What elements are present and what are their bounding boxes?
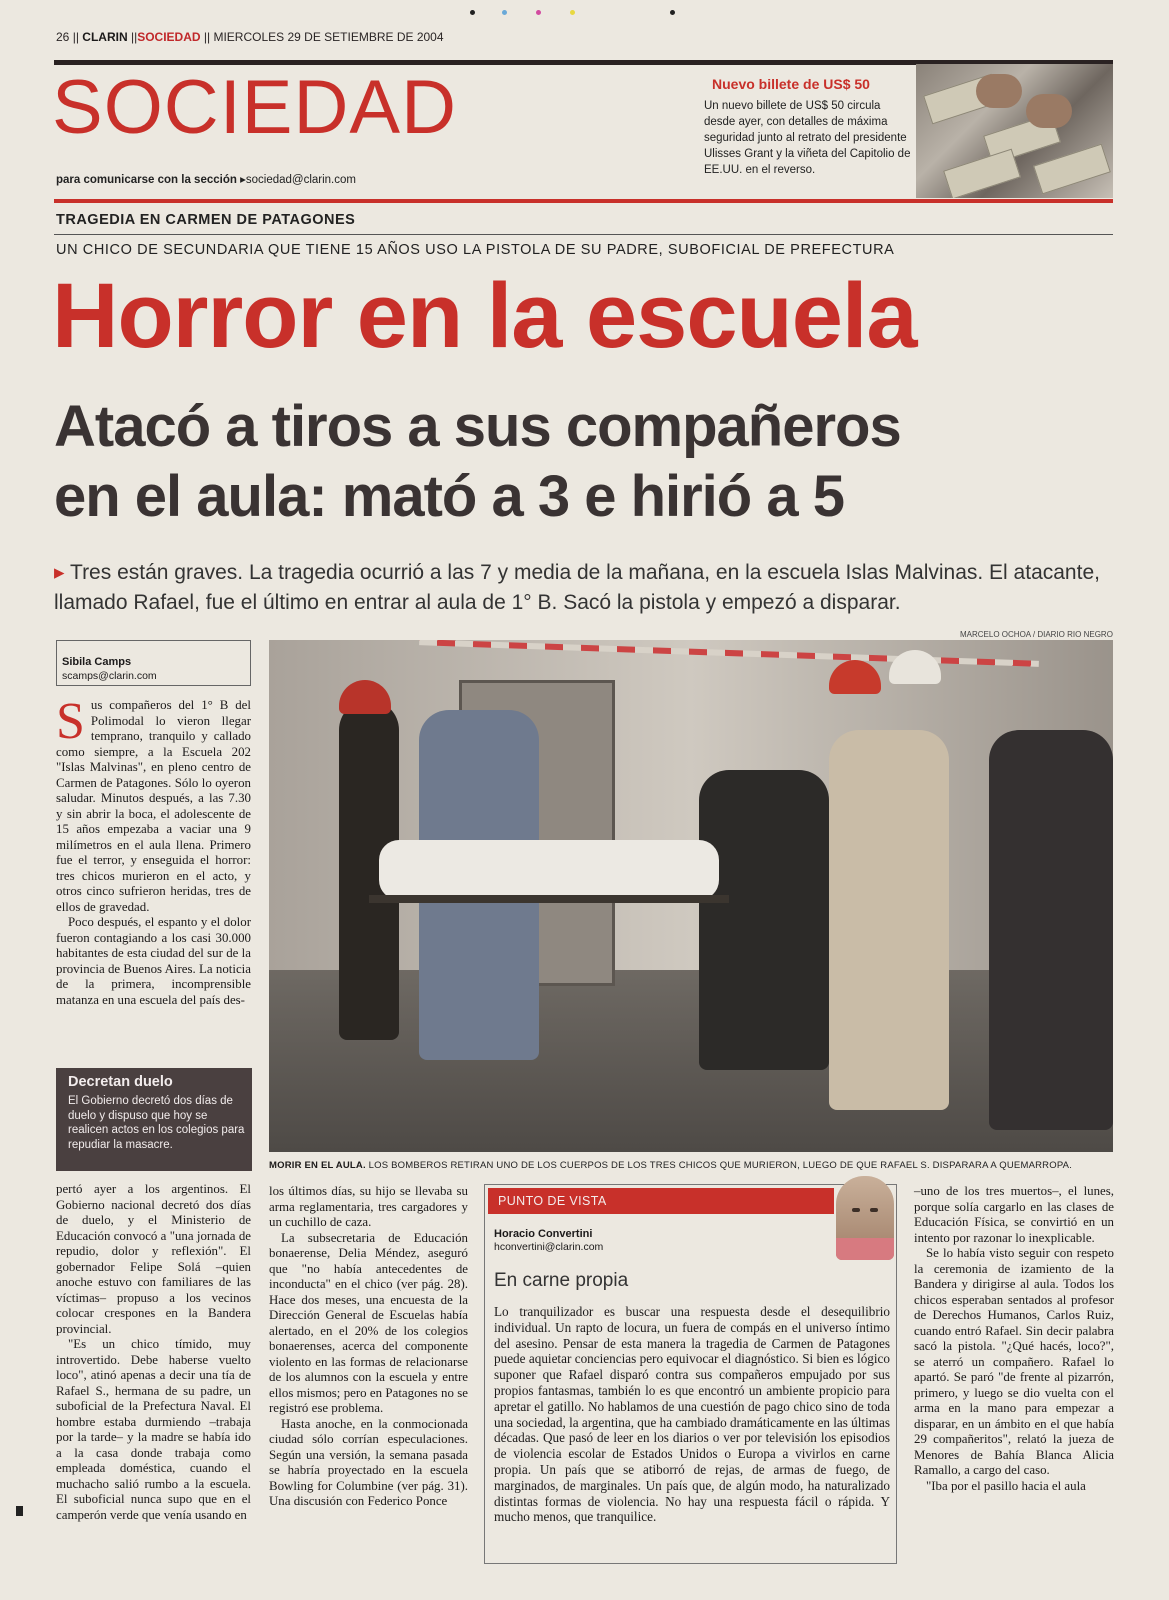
kicker-divider (54, 234, 1113, 235)
subkicker: UN CHICO DE SECUNDARIA QUE TIENE 15 AÑOS USO LA PISTOLA DE SU PADRE, SUBOFICIAL DE PREFECTURA (56, 242, 895, 258)
article-column-1-continued (56, 1182, 251, 1523)
opinion-label: PUNTO DE VISTA (498, 1194, 607, 1208)
margin-mark (16, 1506, 23, 1516)
author-photo (836, 1176, 894, 1260)
byline-name: Sibila Camps (62, 656, 132, 668)
banknote-photo (916, 64, 1113, 198)
opinion-title: En carne propia (494, 1270, 629, 1291)
article-paragraph: los últimos días, su hijo se llevaba su arma reglamentaria, tres cargadores y un cuchillo de caza. (269, 1184, 468, 1229)
article-paragraph: –uno de los tres muertos–, el lunes, porque solía cargarlo en las clases de Educación Física, se convirtió en un intento por razonar lo inexplicable. (914, 1184, 1114, 1245)
article-column-2 (269, 1184, 468, 1510)
article-paragraph: "Iba por el pasillo hacia el aula (926, 1478, 1086, 1493)
caption-text: LOS BOMBEROS RETIRAN UNO DE LOS CUERPOS DE LOS TRES CHICOS QUE MURIERON, LUEGO DE QUE RAFAEL S. DISPARARA A QUEMARROPA. (368, 1160, 1073, 1171)
teaser-title: Nuevo billete de US$ 50 (712, 76, 870, 92)
news-photo (269, 640, 1113, 1152)
dropcap: S (56, 693, 85, 750)
section-email: ▸sociedad@clarin.com (240, 174, 356, 186)
article-paragraph: "Es un chico tímido, muy introvertido. Debe haberse vuelto loco", atinó apenas a decir una tía de Rafael S., hermana de su padre, un suboficial de la Prefectura Naval. El hombre estaba durmiendo –trabaja por la tarde– y la madre se había ido a la casa donde trabaja como empleada doméstica, cuando el muchacho salió rumbo a la escuela. El suboficial nunca supo que en el camperón verde que venía usando en (56, 1337, 251, 1522)
paper-name: CLARIN (82, 30, 128, 44)
article-paragraph: Hasta anoche, en la conmocionada ciudad sólo corrían especulaciones. Según una versión, la semana pasada se habría proyectado en la escuela Bowling for Columbine (ver pág. 31). Una discusión con Federico Ponce (269, 1416, 468, 1508)
article-paragraph: Poco después, el espanto y el dolor fueron contagiando a los casi 30.000 habitantes de esta ciudad del sur de la provincia de Buenos Aires. La noticia de la primera, incomprensible matanza en una escuela del país des- (56, 915, 251, 1007)
lead-text: Tres están graves. La tragedia ocurrió a las 7 y media de la mañana, en la escuela Islas Malvinas. El atacante, llamado Rafael, fue el último en entrar al aula de 1° B. Sacó la pistola y empezó a disparar. (54, 561, 1100, 614)
folio-section: SOCIEDAD (137, 30, 201, 44)
deck-line-2: en el aula: mató a 3 e hirió a 5 (54, 464, 844, 529)
article-column-1 (56, 693, 251, 1008)
byline-email: scamps@clarin.com (62, 670, 157, 682)
caption-lead: MORIR EN EL AULA. (269, 1160, 366, 1171)
deck-line-1: Atacó a tiros a sus compañeros (54, 394, 901, 459)
folio: 26 || CLARIN ||SOCIEDAD || MIERCOLES 29 DE SETIEMBRE DE 2004 (56, 30, 444, 44)
section-contact: para comunicarse con la sección ▸sociedad@clarin.com (56, 174, 356, 186)
section-title: SOCIEDAD (52, 65, 457, 150)
article-column-4 (914, 1184, 1114, 1494)
section-divider (54, 199, 1113, 203)
sidebar-text: El Gobierno decretó dos días de duelo y dispuso que hoy se realicen actos en los colegios para repudiar la masacre. (68, 1095, 245, 1151)
article-paragraph: Se lo había visto seguir con respeto la ceremonia de izamiento de la Bandera y dirigirse al aula. Todos los chicos esperaban sentados al profesor de Derechos Humanos, Carlos Ruiz, cuando entró Rafael. Sin decir palabra sacó la pistola. "¿Qué hacés, loco?", se aterró un compañero. Rafael lo apartó. Se paró "de frente al pizarrón, primero, y luego se dio vuelta con el arma en la mano para empezar a disparar, en un ámbito en el que había 29 compañeritos", relató la jueza de Menores de Bahía Blanca Alicia Ramallo, a cargo del caso. (914, 1246, 1114, 1477)
headline: Horror en la escuela (52, 265, 917, 367)
folio-date: MIERCOLES 29 DE SETIEMBRE DE 2004 (213, 30, 444, 44)
teaser-text: Un nuevo billete de US$ 50 circula desde ayer, con detalles de máxima seguridad junto al retrato del presidente Ulisses Grant y la viñeta del Capitolio de EE.UU. en el reverso. (704, 100, 911, 176)
arrow-icon: ▸ (54, 561, 65, 584)
page-number: 26 (56, 30, 70, 44)
photo-credit: MARCELO OCHOA / DIARIO RIO NEGRO (960, 630, 1113, 639)
deck (54, 392, 1124, 532)
opinion-author: Horacio Convertini (494, 1228, 593, 1240)
article-paragraph: us compañeros del 1° B del Polimodal lo vieron llegar temprano, tranquilo y callado como siempre, a la Escuela 202 "Islas Malvinas", en pleno centro de Carmen de Patagones. Sólo lo oyeron saludar. Minutos después, a las 7.30 y sin abrir la boca, el adolescente de 15 años empezaba a vaciar una 9 milímetros en el aula llena. Primero fue el terror, y enseguida el horror: tres chicos murieron en el acto, y otros cinco sufrieron heridas, tres de ellos de gravedad. (56, 698, 251, 914)
kicker: TRAGEDIA EN CARMEN DE PATAGONES (56, 212, 356, 228)
article-paragraph: La subsecretaria de Educación bonaerense, Delia Méndez, aseguró que "no había antecedentes de inconducta" en el chico (ver pág. 28). Hace dos meses, una encuesta de la Dirección General de Escuelas había alertado, en el 20% de los colegios bonaerenses, acerca del componente violento en las formas de relacionarse de los alumnos con la escuela y entre ellos mismos; pero en Patagones no se registró ese problema. (269, 1230, 468, 1415)
registration-marks (470, 6, 710, 20)
opinion-email: hconvertini@clarin.com (494, 1241, 604, 1253)
article-paragraph: pertó ayer a los argentinos. El Gobierno nacional decretó dos días de duelo, y el Ministerio de Educación convocó a "una jornada de repudio, dolor y reflexión". El gobernador Felipe Solá –quien anoche estuvo con familiares de las víctimas– propuso a los vecinos colocar crespones en la Bandera provincial. (56, 1182, 251, 1336)
opinion-text: Lo tranquilizador es buscar una respuesta desde el desequilibrio individual. Un rapto de locura, un fuera de compás en el universo íntimo del asesino. Pensar de esta manera la tragedia de Carmen de Patagones puede aquietar conciencias pero equivocar el diagnóstico. Si bien es lógico suponer que Rafael disparó contra sus compañeros empujado por sus propios fantasmas, también lo es que encontró un ambiente propicio para apretar el gatillo. No hablamos de una cuestión de pago chico sino de toda una sociedad, la argentina, que ha cambiado dramáticamente en las últimas décadas. Que pasó de leer en los diarios o ver por televisión los episodios de violencia escolar de Estados Unidos o Europa a vivirlos en carne propia. Un país que se atiborró de rejas, de armas de fuego, de marginados, de marginales. Un país que, de algún modo, ha naturalizado distintas formas de violencia. No hay una respuesta fácil o rápida. Y mucho menos, que tranquilice. (494, 1304, 890, 1525)
lead (54, 558, 1124, 618)
sidebar-title: Decretan duelo (68, 1074, 173, 1090)
photo-caption (269, 1160, 1113, 1171)
